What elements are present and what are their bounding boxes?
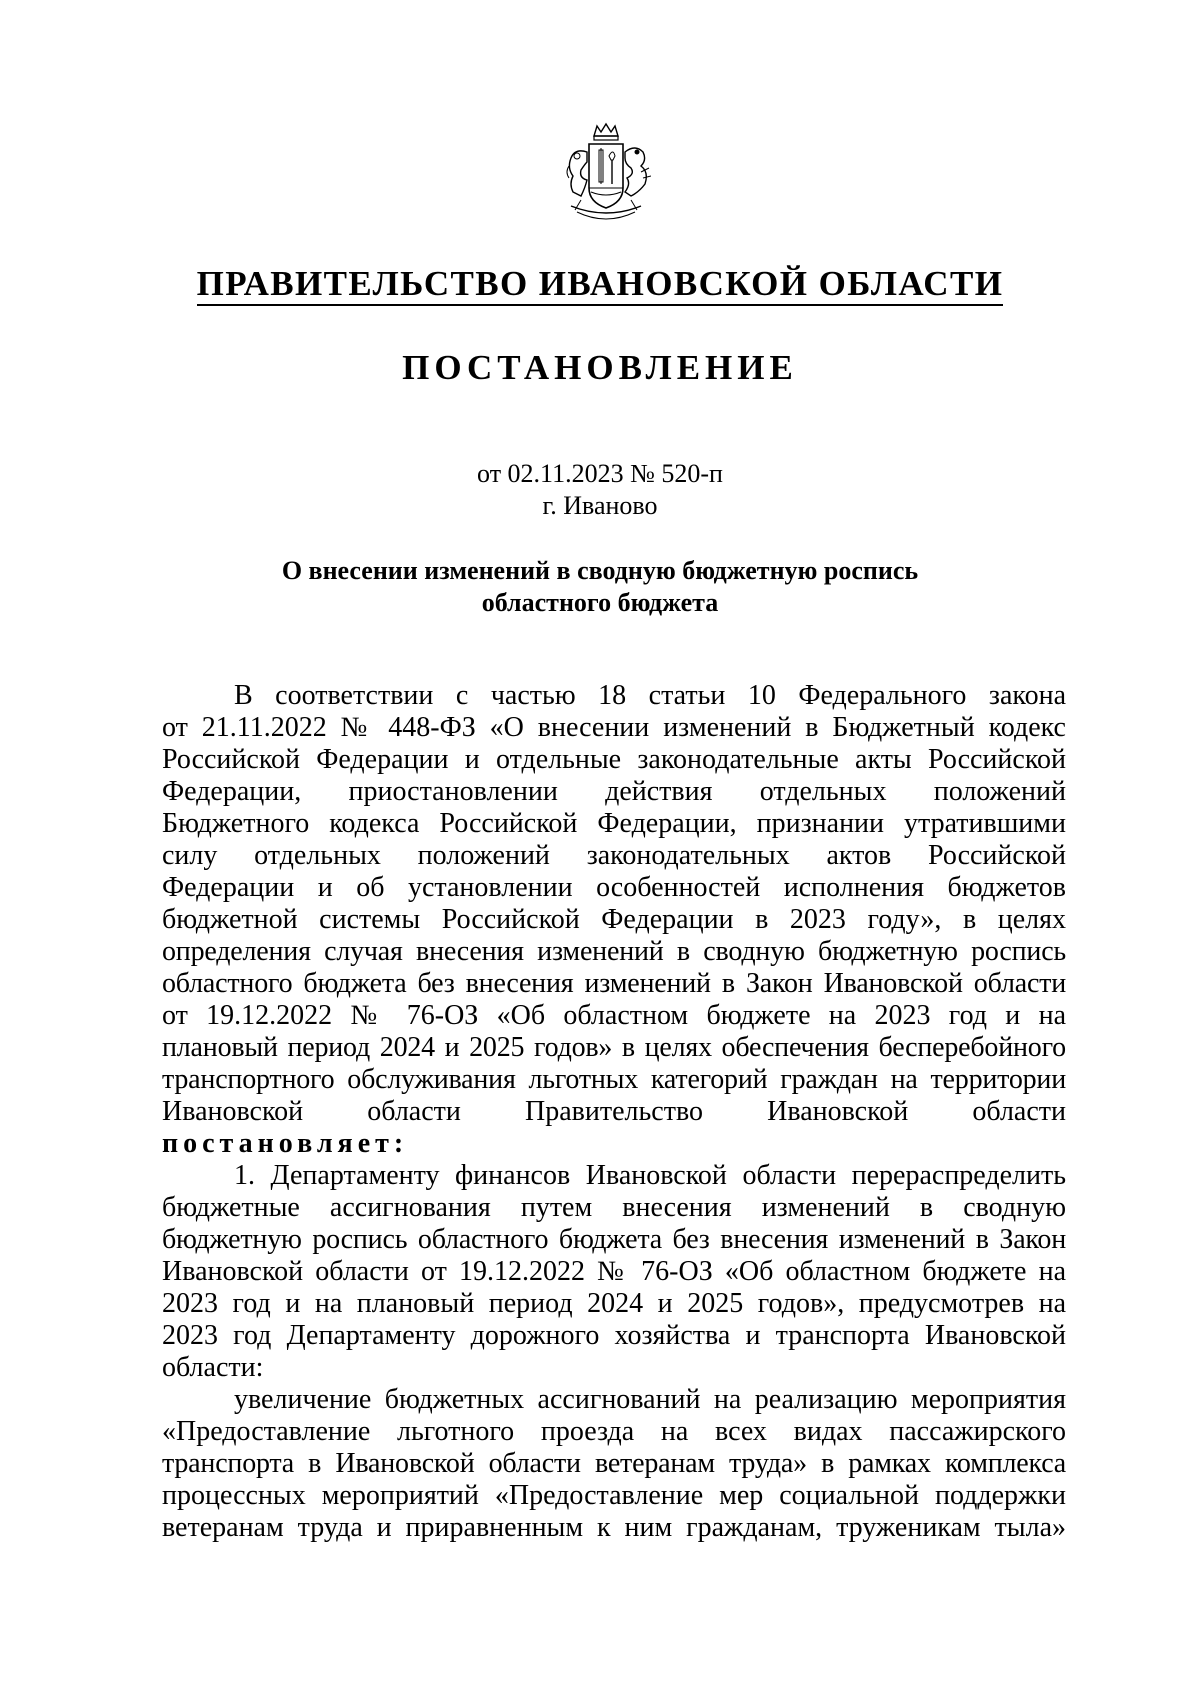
document-subject (0, 555, 1200, 619)
document-meta (0, 458, 1200, 522)
government-title-text: ПРАВИТЕЛЬСТВО ИВАНОВСКОЙ ОБЛАСТИ (197, 264, 1004, 306)
document-body (162, 680, 1066, 1544)
body-line: ветеранам труда и приравненным к ним гражданам, труженикам тыла» (162, 1512, 1066, 1543)
body-line: бюджетную роспись областного бюджета без внесения изменений в Закон (162, 1224, 1066, 1255)
body-line: транспорта в Ивановской области ветеранам труда» в рамках комплекса (162, 1448, 1066, 1479)
body-line: В соответствии с частью 18 статьи 10 Федерального закона (234, 680, 1066, 711)
city: г. Иваново (542, 491, 658, 520)
body-line: области: (162, 1352, 264, 1383)
body-line: Ивановской области от 19.12.2022 № 76-ОЗ «Об областном бюджете на (162, 1256, 1066, 1287)
body-line: Российской Федерации и отдельные законодательные акты Российской (162, 744, 1066, 775)
body-line: увеличение бюджетных ассигнований на реализацию мероприятия (234, 1384, 1066, 1415)
body-line: областного бюджета без внесения изменений в Закон Ивановской области (162, 968, 1066, 999)
body-line: Ивановской области Правительство Ивановской области (162, 1096, 1066, 1127)
body-line: 2023 год и на плановый период 2024 и 2025 годов», предусмотрев на (162, 1288, 1066, 1319)
body-line: 2023 год Департаменту дорожного хозяйства и транспорта Ивановской (162, 1320, 1066, 1351)
subject-line: О внесении изменений в сводную бюджетную роспись (281, 556, 919, 585)
resolution-keyword: постановляет: (162, 1128, 409, 1159)
ivanovo-coat-of-arms-emblem (561, 122, 651, 230)
body-line: бюджетные ассигнования путем внесения изменений в сводную (162, 1192, 1066, 1223)
body-line: определения случая внесения изменений в сводную бюджетную роспись (162, 936, 1066, 967)
body-line: бюджетной системы Российской Федерации в 2023 году», в целях (162, 904, 1066, 935)
body-line: плановый период 2024 и 2025 годов» в целях обеспечения бесперебойного (162, 1032, 1066, 1063)
body-line: Бюджетного кодекса Российской Федерации, признании утратившими (162, 808, 1066, 839)
body-line: процессных мероприятий «Предоставление мер социальной поддержки (162, 1480, 1066, 1511)
body-line: «Предоставление льготного проезда на всех видах пассажирского (162, 1416, 1066, 1447)
body-line: 1. Департаменту финансов Ивановской области перераспределить (234, 1160, 1066, 1191)
body-line: силу отдельных положений законодательных актов Российской (162, 840, 1066, 871)
body-line: от 21.11.2022 № 448-ФЗ «О внесении изменений в Бюджетный кодекс (162, 712, 1066, 743)
body-line: от 19.12.2022 № 76-ОЗ «Об областном бюджете на 2023 год и на (162, 1000, 1066, 1031)
body-line: транспортного обслуживания льготных категорий граждан на территории (162, 1064, 1066, 1095)
date-and-number: от 02.11.2023 № 520-п (477, 459, 723, 488)
body-line: Федерации, приостановлении действия отдельных положений (162, 776, 1066, 807)
subject-line: областного бюджета (481, 588, 719, 617)
government-title (0, 264, 1200, 304)
document-type-heading: ПОСТАНОВЛЕНИЕ (402, 348, 798, 387)
body-line: Федерации и об установлении особенностей исполнения бюджетов (162, 872, 1066, 903)
